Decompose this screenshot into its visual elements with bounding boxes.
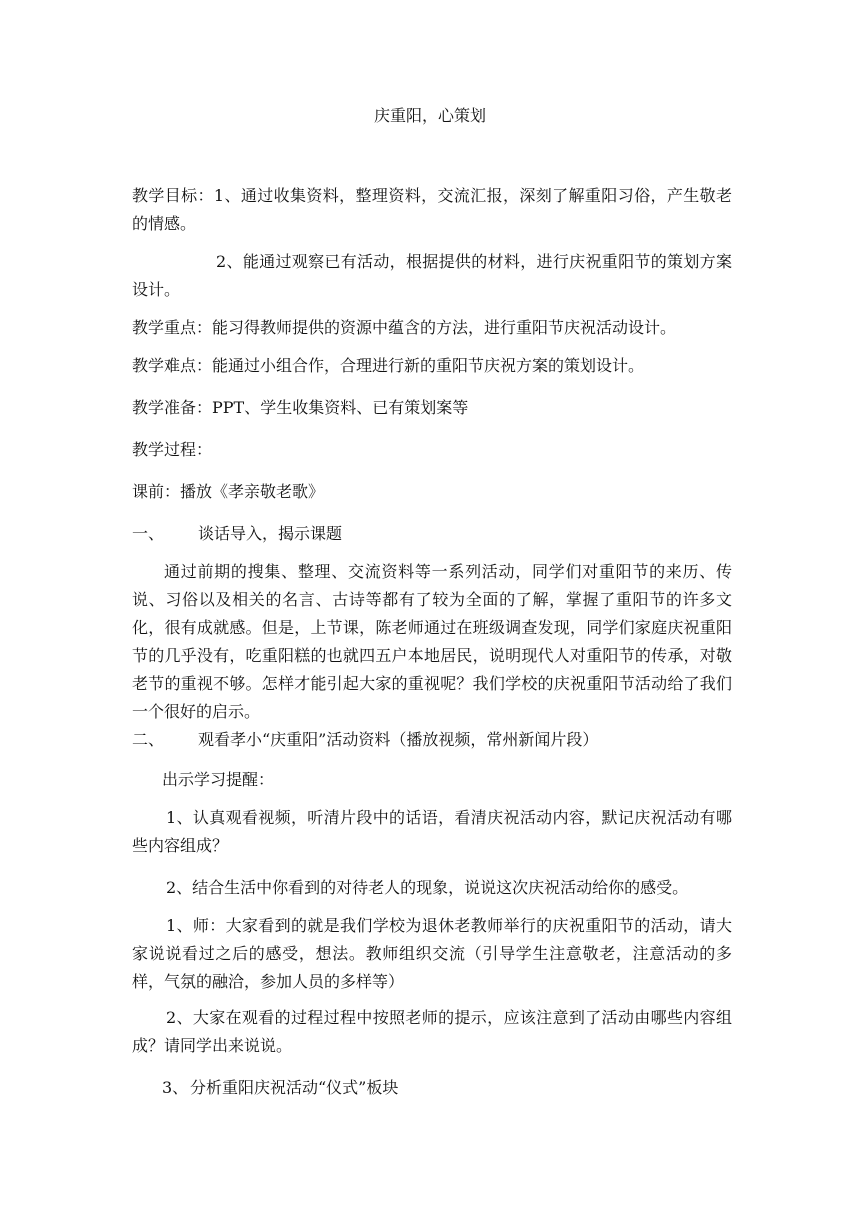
- section-1-number: 一、: [132, 524, 165, 543]
- key-point: 教学重点：能习得教师提供的资源中蕴含的方法，进行重阳节庆祝活动设计。: [132, 318, 677, 337]
- difficulty: 教学难点：能通过小组合作，合理进行新的重阳节庆祝方案的策划设计。: [132, 356, 645, 375]
- reminder-label: 出示学习提醒：: [162, 770, 275, 789]
- teacher-step-3-number: 3、: [162, 1078, 189, 1097]
- objective-1: 教学目标：1、通过收集资料，整理资料，交流汇报，深刻了解重阳习俗，产生敬老的情感。: [132, 186, 732, 233]
- objective-2: 2、能通过观察已有活动，根据提供的材料，进行庆祝重阳节的策划方案设计。: [132, 252, 732, 299]
- reminder-1: 1、认真观看视频，听清片段中的话语，看清庆祝活动内容，默记庆祝活动有哪些内容组成？: [132, 808, 732, 855]
- document-title: 庆重阳，心策划: [373, 106, 486, 125]
- teacher-step-1: 1、师：大家看到的就是我们学校为退休老教师举行的庆祝重阳节的活动，请大家说说看过之后的感受，想法。教师组织交流（引导学生注意敬老，注意活动的多样，气氛的融洽，参加人员的多样等）: [132, 916, 732, 991]
- process-label: 教学过程：: [132, 440, 213, 459]
- preparation: 教学准备：PPT、学生收集资料、已有策划案等: [132, 398, 469, 417]
- section-2-number: 二、: [132, 730, 165, 749]
- section-2-title: 观看孝小“庆重阳”活动资料（播放视频，常州新闻片段）: [198, 730, 599, 749]
- section-1-title: 谈话导入，揭示课题: [198, 524, 343, 543]
- teacher-step-3-title: 分析重阳庆祝活动“仪式”板块: [190, 1078, 399, 1097]
- reminder-2: 2、结合生活中你看到的对待老人的现象，说说这次庆祝活动给你的感受。: [166, 878, 689, 897]
- section-1-body: 通过前期的搜集、整理、交流资料等一系列活动，同学们对重阳节的来历、传说、习俗以及相关的名言、古诗等都有了较为全面的了解，掌握了重阳节的许多文化，很有成就感。但是，上节课，陈老师通过在班级调查发现，同学们家庭庆祝重阳节的几乎没有，吃重阳糕的也就四五户本地居民，说明现代人对重阳节的传承，对敬老节的重视不够。怎样才能引起大家的重视呢？我们学校的庆祝重阳节活动给了我们一个很好的启示。: [132, 562, 732, 721]
- teacher-step-3: [132, 1074, 732, 1102]
- section-2-heading: [132, 726, 732, 754]
- teacher-step-2: 2、大家在观看的过程过程中按照老师的提示，应该注意到了活动由哪些内容组成？请同学出来说说。: [132, 1008, 732, 1055]
- pre-class: 课前：播放《孝亲敬老歌》: [132, 482, 325, 501]
- section-1-heading: [132, 520, 732, 548]
